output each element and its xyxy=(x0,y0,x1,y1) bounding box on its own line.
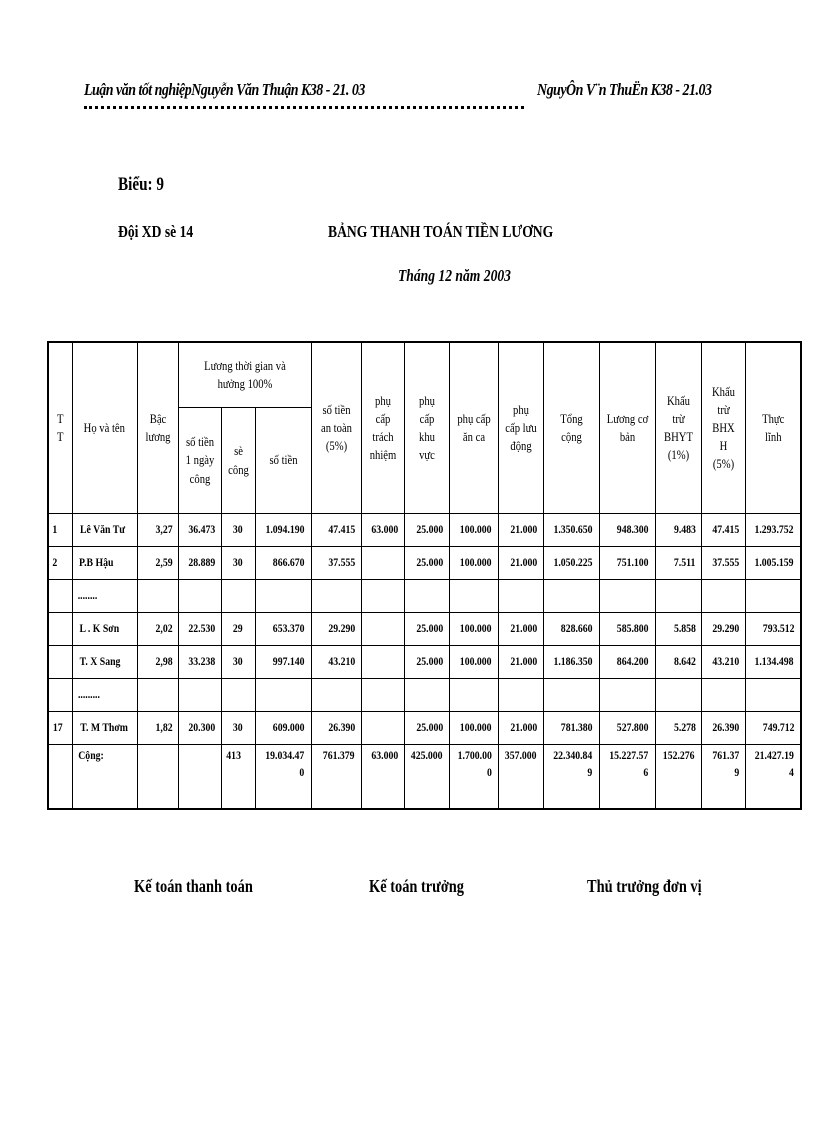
cell-so-cong: 413 xyxy=(221,745,255,810)
cell-bac xyxy=(137,745,178,810)
cell-bac: 2,02 xyxy=(137,613,178,646)
cell-bac: 3,27 xyxy=(137,514,178,547)
cell-trach-nhiem xyxy=(361,646,404,679)
cell-thuc-linh: 793.512 xyxy=(745,613,801,646)
cell-thuc-linh: 749.712 xyxy=(745,712,801,745)
cell-trach-nhiem: 63.000 xyxy=(361,514,404,547)
cell-name: T. X Sang xyxy=(72,646,137,679)
cell-so-cong xyxy=(221,580,255,613)
col-name: Họ và tên xyxy=(72,342,137,514)
cell-tt xyxy=(48,646,72,679)
cell-khu-vuc: 425.000 xyxy=(404,745,449,810)
cell-so-cong: 30 xyxy=(221,514,255,547)
cell-tien-ngay: 33.238 xyxy=(178,646,221,679)
cell-tt xyxy=(48,580,72,613)
cell-an-toan xyxy=(311,679,361,712)
cell-an-ca: 100.000 xyxy=(449,613,498,646)
cell-trach-nhiem xyxy=(361,712,404,745)
cell-luu-dong: 357.000 xyxy=(498,745,543,810)
cell-an-ca: 1.700.000 xyxy=(449,745,498,810)
cell-bac xyxy=(137,580,178,613)
col-trach-nhiem: phụ cấp trách nhiệm xyxy=(361,342,404,514)
table-row xyxy=(48,646,801,679)
cell-bhyt xyxy=(655,679,701,712)
cell-an-toan: 26.390 xyxy=(311,712,361,745)
cell-luu-dong: 21.000 xyxy=(498,514,543,547)
cell-an-ca: 100.000 xyxy=(449,712,498,745)
cell-bhyt: 5.858 xyxy=(655,613,701,646)
table-row xyxy=(48,547,801,580)
cell-trach-nhiem xyxy=(361,613,404,646)
cell-khu-vuc: 25.000 xyxy=(404,547,449,580)
cell-co-ban: 527.800 xyxy=(599,712,655,745)
cell-tien-ngay xyxy=(178,580,221,613)
cell-so-cong: 30 xyxy=(221,646,255,679)
cell-tt: 17 xyxy=(48,712,72,745)
cell-an-ca xyxy=(449,679,498,712)
cell-an-ca: 100.000 xyxy=(449,514,498,547)
cell-so-tien xyxy=(255,679,311,712)
cell-bhyt: 8.642 xyxy=(655,646,701,679)
cell-bhxh: 47.415 xyxy=(701,514,745,547)
col-an-ca: phụ cấp ăn ca xyxy=(449,342,498,514)
cell-an-toan: 43.210 xyxy=(311,646,361,679)
cell-bhyt: 9.483 xyxy=(655,514,701,547)
cell-co-ban xyxy=(599,679,655,712)
cell-luu-dong xyxy=(498,679,543,712)
cell-khu-vuc xyxy=(404,580,449,613)
col-thuc-linh: Thực lĩnh xyxy=(745,342,801,514)
cell-so-cong: 30 xyxy=(221,712,255,745)
cell-so-tien: 1.094.190 xyxy=(255,514,311,547)
payroll-table xyxy=(47,341,802,810)
cell-tong: 1.186.350 xyxy=(543,646,599,679)
cell-bhyt xyxy=(655,580,701,613)
cell-an-toan: 37.555 xyxy=(311,547,361,580)
cell-khu-vuc: 25.000 xyxy=(404,514,449,547)
cell-name: Lê Văn Tư xyxy=(72,514,137,547)
cell-bac: 2,98 xyxy=(137,646,178,679)
cell-tien-ngay xyxy=(178,745,221,810)
cell-tien-ngay: 22.530 xyxy=(178,613,221,646)
table-row xyxy=(48,613,801,646)
cell-name: Cộng: xyxy=(72,745,137,810)
cell-an-toan: 29.290 xyxy=(311,613,361,646)
cell-tien-ngay: 36.473 xyxy=(178,514,221,547)
cell-bac: 1,82 xyxy=(137,712,178,745)
cell-tien-ngay: 20.300 xyxy=(178,712,221,745)
cell-tien-ngay xyxy=(178,679,221,712)
cell-bhyt: 7.511 xyxy=(655,547,701,580)
cell-co-ban: 585.800 xyxy=(599,613,655,646)
cell-so-tien: 997.140 xyxy=(255,646,311,679)
cell-tong xyxy=(543,679,599,712)
cell-tt xyxy=(48,679,72,712)
cell-bac xyxy=(137,679,178,712)
col-luu-dong: phụ cấp lưu động xyxy=(498,342,543,514)
col-tien-ngay: số tiền 1 ngày công xyxy=(178,408,221,514)
header-left: Luận văn tốt nghiệpNguyễn Văn Thuận K38 - 21. 03 xyxy=(84,80,365,99)
cell-tong: 1.350.650 xyxy=(543,514,599,547)
document-title: BẢNG THANH TOÁN TIỀN LƯƠNG xyxy=(328,222,554,241)
cell-bhxh: 29.290 xyxy=(701,613,745,646)
cell-luu-dong: 21.000 xyxy=(498,712,543,745)
cell-so-tien: 866.670 xyxy=(255,547,311,580)
cell-so-tien: 653.370 xyxy=(255,613,311,646)
cell-so-cong: 30 xyxy=(221,547,255,580)
header-right: NguyÔn V¨n ThuËn K38 - 21.03 xyxy=(537,80,712,99)
table-row xyxy=(48,679,801,712)
cell-thuc-linh xyxy=(745,679,801,712)
cell-co-ban xyxy=(599,580,655,613)
table-row xyxy=(48,580,801,613)
signature-unit-head: Thủ trưởng đơn vị xyxy=(587,876,702,896)
cell-name: T. M Thơm xyxy=(72,712,137,745)
cell-bhxh xyxy=(701,580,745,613)
cell-thuc-linh xyxy=(745,580,801,613)
cell-tien-ngay: 28.889 xyxy=(178,547,221,580)
cell-an-ca: 100.000 xyxy=(449,646,498,679)
cell-tong xyxy=(543,580,599,613)
cell-thuc-linh: 1.005.159 xyxy=(745,547,801,580)
cell-tt xyxy=(48,613,72,646)
total-row xyxy=(48,745,801,810)
cell-tong: 1.050.225 xyxy=(543,547,599,580)
cell-bhxh: 26.390 xyxy=(701,712,745,745)
col-group-time: Lương thời gian và hưởng 100% xyxy=(178,342,311,408)
cell-name: L . K Sơn xyxy=(72,613,137,646)
bieu-label: Biểu: 9 xyxy=(118,174,165,195)
cell-so-tien: 19.034.470 xyxy=(255,745,311,810)
cell-co-ban: 948.300 xyxy=(599,514,655,547)
cell-tt: 1 xyxy=(48,514,72,547)
cell-name: ......... xyxy=(72,679,137,712)
cell-co-ban: 864.200 xyxy=(599,646,655,679)
col-co-ban: Lương cơ bản xyxy=(599,342,655,514)
cell-khu-vuc: 25.000 xyxy=(404,712,449,745)
cell-co-ban: 751.100 xyxy=(599,547,655,580)
header-dotted-rule xyxy=(84,106,524,109)
col-bhyt: Khấu trừ BHYT (1%) xyxy=(655,342,701,514)
cell-bac: 2,59 xyxy=(137,547,178,580)
cell-tt xyxy=(48,745,72,810)
cell-tong: 828.660 xyxy=(543,613,599,646)
cell-bhxh: 761.379 xyxy=(701,745,745,810)
cell-bhyt: 5.278 xyxy=(655,712,701,745)
col-khu-vuc: phụ cấp khu vực xyxy=(404,342,449,514)
table-row xyxy=(48,514,801,547)
col-tt: T T xyxy=(48,342,72,514)
cell-an-toan: 47.415 xyxy=(311,514,361,547)
cell-trach-nhiem xyxy=(361,580,404,613)
cell-so-tien: 609.000 xyxy=(255,712,311,745)
cell-bhxh: 43.210 xyxy=(701,646,745,679)
cell-co-ban: 15.227.576 xyxy=(599,745,655,810)
cell-tong: 781.380 xyxy=(543,712,599,745)
signature-accountant: Kế toán thanh toán xyxy=(134,876,253,896)
cell-trach-nhiem: 63.000 xyxy=(361,745,404,810)
cell-trach-nhiem xyxy=(361,547,404,580)
cell-bhyt: 152.276 xyxy=(655,745,701,810)
cell-thuc-linh: 1.134.498 xyxy=(745,646,801,679)
cell-bhxh xyxy=(701,679,745,712)
cell-thuc-linh: 21.427.194 xyxy=(745,745,801,810)
col-bac: Bậc lương xyxy=(137,342,178,514)
cell-an-ca xyxy=(449,580,498,613)
col-so-cong: sè công xyxy=(221,408,255,514)
col-bhxh: Khấu trừ BHX H (5%) xyxy=(701,342,745,514)
cell-luu-dong: 21.000 xyxy=(498,613,543,646)
period-label: Tháng 12 năm 2003 xyxy=(398,266,511,285)
cell-khu-vuc: 25.000 xyxy=(404,613,449,646)
cell-luu-dong: 21.000 xyxy=(498,646,543,679)
cell-name: ........ xyxy=(72,580,137,613)
cell-name: P.B Hậu xyxy=(72,547,137,580)
cell-an-toan: 761.379 xyxy=(311,745,361,810)
col-an-toan: số tiền an toàn (5%) xyxy=(311,342,361,514)
cell-luu-dong xyxy=(498,580,543,613)
cell-bhxh: 37.555 xyxy=(701,547,745,580)
cell-so-cong xyxy=(221,679,255,712)
col-tong: Tổng cộng xyxy=(543,342,599,514)
cell-so-tien xyxy=(255,580,311,613)
cell-an-toan xyxy=(311,580,361,613)
cell-tong: 22.340.849 xyxy=(543,745,599,810)
cell-khu-vuc xyxy=(404,679,449,712)
cell-so-cong: 29 xyxy=(221,613,255,646)
cell-thuc-linh: 1.293.752 xyxy=(745,514,801,547)
unit-label: Đội XD sè 14 xyxy=(118,222,194,241)
col-so-tien: số tiền xyxy=(255,408,311,514)
cell-luu-dong: 21.000 xyxy=(498,547,543,580)
table-row xyxy=(48,712,801,745)
signature-chief-accountant: Kế toán trưởng xyxy=(369,876,465,896)
header-row-1 xyxy=(48,342,801,408)
cell-trach-nhiem xyxy=(361,679,404,712)
cell-khu-vuc: 25.000 xyxy=(404,646,449,679)
cell-tt: 2 xyxy=(48,547,72,580)
cell-an-ca: 100.000 xyxy=(449,547,498,580)
